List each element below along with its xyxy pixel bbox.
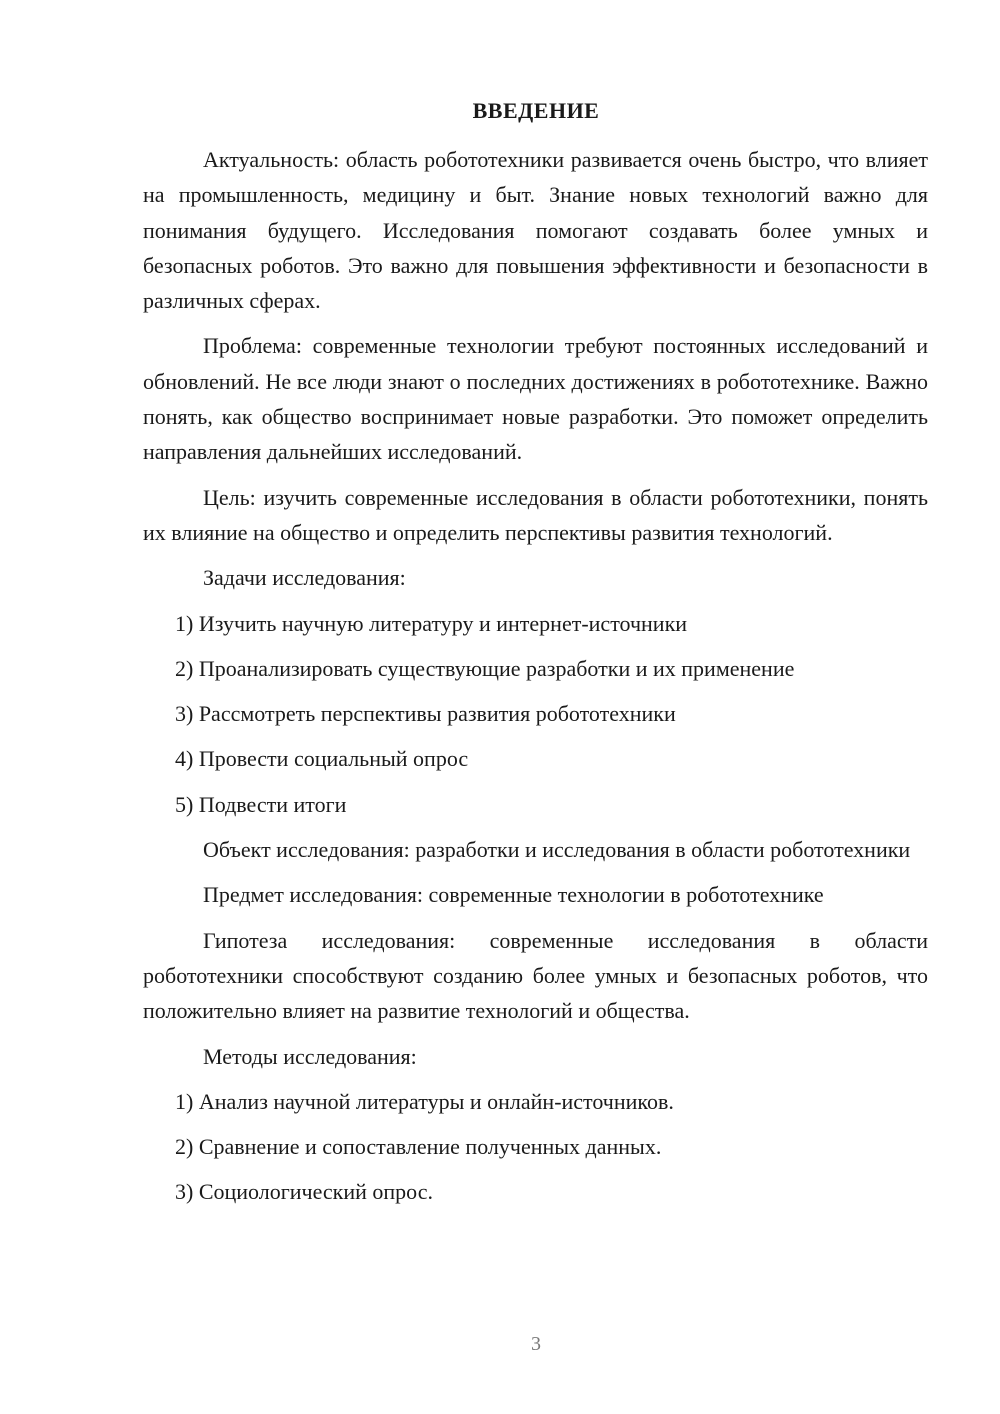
- list-item: 3) Социологический опрос.: [175, 1179, 433, 1205]
- list-item: 2) Проанализировать существующие разработки и их применение: [175, 655, 795, 681]
- page-title: ВВЕДЕНИЕ: [472, 98, 600, 123]
- tasks-list: [143, 606, 928, 822]
- tasks-heading: Задачи исследования:: [203, 565, 406, 591]
- document-body: [143, 142, 928, 1220]
- methods-list: [143, 1084, 928, 1210]
- paragraph-relevance: Актуальность: область робототехники развивается очень быстро, что влияет на промышленность, медицину и быт. Знание новых технологий важно для понимания будущего. Исследования помогают создавать более умных и безопасных роботов. Это важно для повышения эффективности и безопасности в различных сферах.: [143, 147, 928, 314]
- list-item: 2) Сравнение и сопоставление полученных данных.: [175, 1134, 662, 1160]
- list-item: 4) Провести социальный опрос: [175, 746, 469, 772]
- list-item: 1) Изучить научную литературу и интернет-источники: [175, 610, 688, 636]
- paragraph-hypothesis: Гипотеза исследования: современные исследования в области робототехники способствуют созданию более умных и безопасных роботов, что положительно влияет на развитие технологий и общества.: [143, 927, 928, 1024]
- paragraph-problem: Проблема: современные технологии требуют постоянных исследований и обновлений. Не все люди знают о последних достижениях в робототехнике. Важно понять, как общество воспринимает новые разработки. Это поможет определить направления дальнейших исследований.: [143, 333, 928, 465]
- paragraph-goal: Цель: изучить современные исследования в области робототехники, понять их влияние на общество и определить перспективы развития технологий.: [143, 484, 928, 545]
- list-item: 5) Подвести итоги: [175, 791, 347, 817]
- list-item: 3) Рассмотреть перспективы развития робототехники: [175, 701, 676, 727]
- methods-heading: Методы исследования:: [203, 1043, 417, 1069]
- page-number: 3: [531, 1333, 541, 1355]
- paragraph-subject: Предмет исследования: современные технологии в робототехнике: [203, 882, 824, 908]
- list-item: 1) Анализ научной литературы и онлайн-источников.: [175, 1088, 674, 1114]
- paragraph-object: Объект исследования: разработки и исследования в области робототехники: [203, 837, 911, 863]
